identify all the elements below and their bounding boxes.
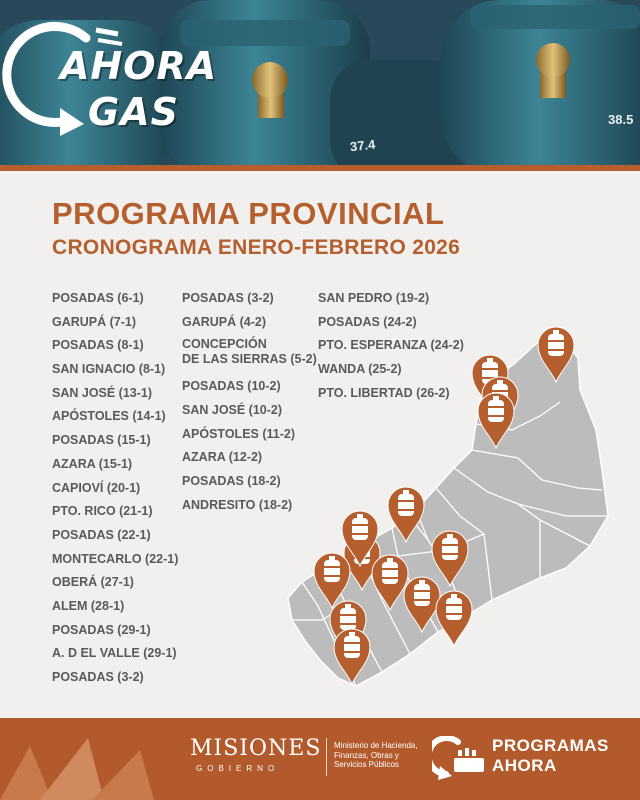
gas-cylinder-icon [548, 334, 564, 356]
schedule-item: POSADAS (10-2) [182, 379, 281, 394]
schedule-item: OBERÁ (27-1) [52, 575, 134, 590]
schedule-item: POSADAS (15-1) [52, 433, 151, 448]
gas-cylinder-icon [324, 560, 340, 582]
page-subtitle: CRONOGRAMA ENERO-FEBRERO 2026 [52, 236, 461, 259]
footer-bar [0, 718, 640, 800]
gas-cylinder-pin [436, 591, 472, 646]
misiones-province-map [278, 320, 618, 700]
schedule-item-line: DE LAS SIERRAS (5-2) [182, 352, 317, 367]
schedule-item: POSADAS (29-1) [52, 622, 151, 637]
hero-banner [0, 0, 640, 165]
gas-cylinder-icon [398, 494, 414, 516]
schedule-item: SAN PEDRO (19-2) [318, 291, 430, 305]
schedule-item: APÓSTOLES (14-1) [52, 409, 166, 424]
schedule-item: PTO. LIBERTAD (26-2) [318, 385, 450, 400]
schedule-item: POSADAS (24-2) [318, 314, 417, 329]
gas-cylinder-icon [414, 584, 430, 606]
page-title: PROGRAMA PROVINCIAL [52, 196, 445, 231]
gas-cylinder-icon [488, 400, 504, 422]
gas-cylinder-icon [344, 636, 360, 658]
schedule-item: PTO. RICO (21-1) [52, 504, 153, 519]
schedule-item: POSADAS (3-2) [52, 670, 144, 684]
gov-sub-text: GOBIERNO [196, 764, 280, 773]
logo-ahora-text: AHORA [60, 44, 218, 88]
cylinder-mark-left: 37.4 [349, 136, 377, 155]
gas-cylinder-icon [340, 608, 356, 630]
hero-divider [0, 165, 640, 171]
schedule-item: ALEM (28-1) [52, 598, 125, 613]
schedule-item: POSADAS (22-1) [52, 527, 151, 542]
gov-logo-text: MISIONES [190, 736, 322, 761]
cylinder-mark-right: 38.5 [608, 112, 634, 127]
schedule-item: AZARA (12-2) [182, 450, 263, 465]
schedule-item: POSADAS (3-2) [182, 291, 274, 305]
programas-ahora-icon [432, 736, 488, 782]
misiones-emblem-swoosh [0, 718, 160, 800]
logo-gas-text: GAS [88, 90, 179, 134]
schedule-item: POSADAS (8-1) [52, 338, 144, 353]
ministry-line: Finanzas, Obras y [334, 750, 399, 760]
schedule-item-line: CONCEPCIÓN [182, 337, 267, 352]
schedule-item: A. D EL VALLE (29-1) [52, 646, 177, 661]
gas-cylinder-icon [442, 538, 458, 560]
ministry-line: Servicios Públicos [334, 760, 399, 769]
schedule-item: CAPIOVÍ (20-1) [52, 480, 141, 495]
schedule-item: WANDA (25-2) [318, 362, 402, 377]
schedule-item: SAN IGNACIO (8-1) [52, 362, 166, 377]
schedule-column-1 [52, 287, 178, 690]
schedule-item: POSADAS (6-1) [52, 291, 144, 305]
gas-cylinder-icon [382, 562, 398, 584]
schedule-item: MONTECARLO (22-1) [52, 551, 179, 566]
ministry-line: Ministerio de Hacienda, [334, 741, 418, 750]
schedule-item: SAN JOSÉ (13-1) [52, 385, 153, 400]
schedule-item: GARUPÁ (7-1) [52, 314, 137, 329]
gas-cylinder-icon [446, 598, 462, 620]
ministry-text [334, 741, 424, 770]
footer-divider [326, 738, 327, 776]
schedule-item: PTO. ESPERANZA (24-2) [318, 338, 464, 353]
programas-ahora-line1: PROGRAMAS [492, 736, 609, 755]
schedule-item: APÓSTOLES (11-2) [182, 426, 295, 441]
schedule-item: ANDRESITO (18-2) [182, 497, 293, 512]
schedule-item: POSADAS (18-2) [182, 474, 281, 489]
gas-cylinder-icon [352, 518, 368, 540]
schedule-item: AZARA (15-1) [52, 456, 133, 471]
programas-ahora-line2: AHORA [492, 756, 557, 775]
schedule-item: GARUPÁ (4-2) [182, 314, 267, 329]
schedule-item: SAN JOSÉ (10-2) [182, 403, 283, 418]
